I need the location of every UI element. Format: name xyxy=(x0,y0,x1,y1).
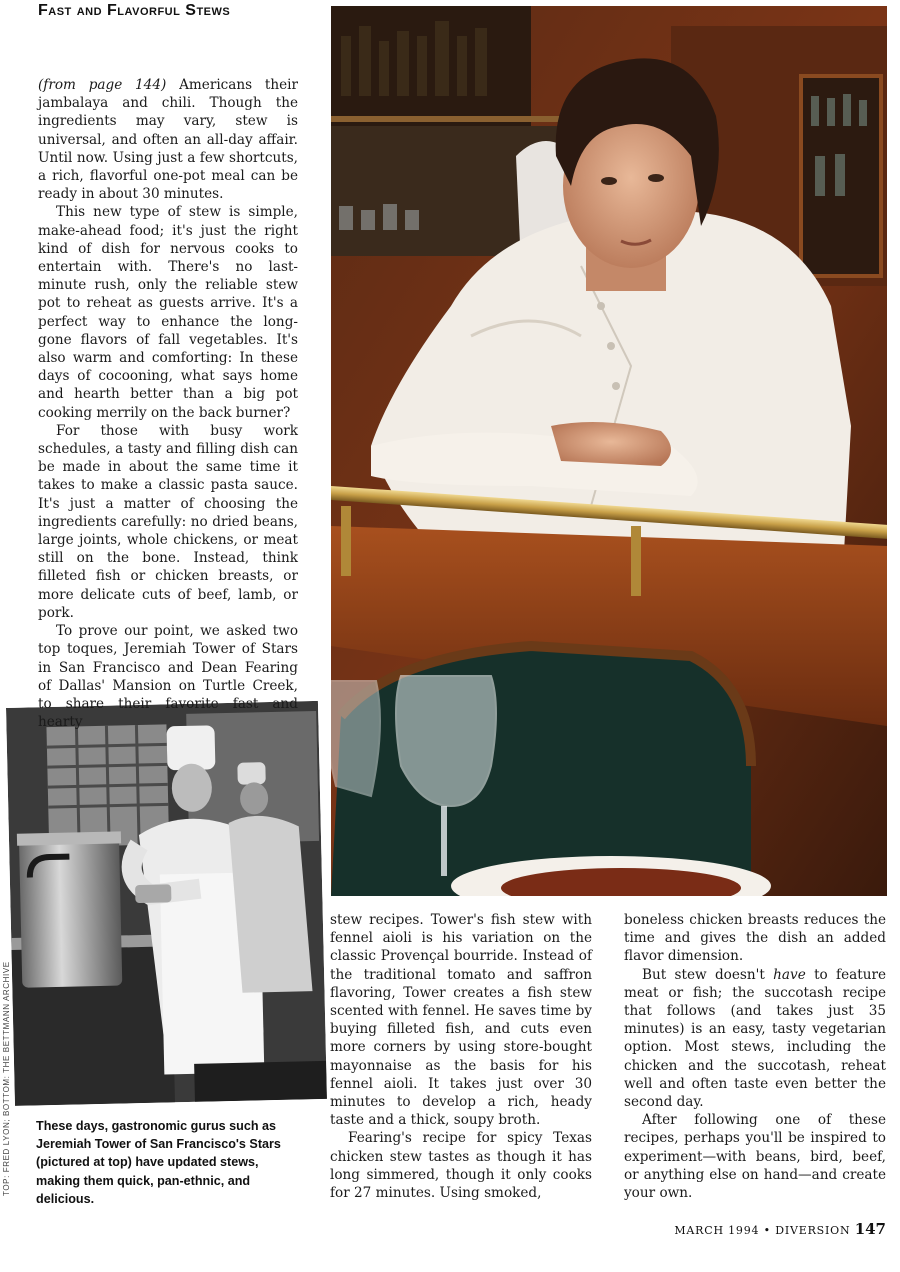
article-column-3 xyxy=(624,911,886,1202)
page-number: 147 xyxy=(854,1220,886,1238)
paragraph-text: to feature meat or fish; the succotash recipe that follows (and takes just 35 minutes) is an easy, tasty vegetarian option. Most stews, including the chicken and the succotash, reheat well and often taste even better the second day. xyxy=(624,966,887,1111)
paragraph: stew recipes. Tower's fish stew with fennel aioli is his variation on the classic Provençal bourride. Instead of the traditional tomato and saffron flavoring, Tower creates a fish stew scented with fennel. He saves time by buying filleted fish, and cuts even more corners by using store-bought mayonnaise as the basis for his fennel aioli. It takes just over 30 minutes to develop a rich, heady taste and a thick, soupy broth. xyxy=(330,912,592,1129)
paragraph: To prove our point, we asked two top toques, Jeremiah Tower of Stars in San Francisco and Dean Fearing of Dallas' Mansion on Turtle Creek, to share their favorite fast and hearty xyxy=(38,623,298,731)
paragraph xyxy=(624,966,886,1112)
page-footer xyxy=(674,1220,886,1238)
photo-credit: TOP: FRED LYON; BOTTOM: THE BETTMANN ARCHIVE xyxy=(2,961,11,1196)
article-column-2 xyxy=(330,911,592,1202)
issue-date: MARCH 1994 xyxy=(674,1224,760,1237)
paragraph: For those with busy work schedules, a tasty and filling dish can be made in about the same time it takes to make a classic pasta sauce. It's just a matter of choosing the ingredients carefully: no dried beans, large joints, whole chickens, or meat still on the bone. Instead, think filleted fish or chicken breasts, or more delicate cuts of beef, lamb, or pork. xyxy=(38,422,298,621)
paragraph: boneless chicken breasts reduces the time and gives the dish an added flavor dimension. xyxy=(624,912,886,965)
section-header: Fast and Flavorful Stews xyxy=(38,2,231,19)
paragraph: After following one of these recipes, perhaps you'll be inspired to experiment—with beans, bird, beef, or anything else on hand—and create your own. xyxy=(624,1112,886,1202)
magazine-name: DIVERSION xyxy=(775,1224,851,1237)
paragraph-text: Americans their jambalaya and chili. Though the ingredients may vary, stew is universal, and often an all-day affair. Until now. Using just a few shortcuts, a rich, flavorful one-pot meal can be ready in about 30 minutes. xyxy=(38,77,298,203)
separator: • xyxy=(763,1224,771,1237)
paragraph: This new type of stew is simple, make-ahead food; it's just the right kind of dish for nervous cooks to entertain with. There's no last-minute rush, only the reliable stew pot to reheat as guests arrive. It's a perfect way to enhance the long-gone flavors of fall vegetables. It's also warm and comforting: In these days of cocooning, what says home and hearth better than a big pot cooking merrily on the back burner? xyxy=(38,204,298,421)
emphasis: have xyxy=(773,966,806,983)
kitchen-chef-photo xyxy=(6,701,327,1106)
paragraph-text: But stew doesn't xyxy=(642,966,774,983)
chef-bar-photo xyxy=(331,6,887,896)
article-column-1 xyxy=(38,76,298,731)
page-reference: (from page 144) xyxy=(38,77,167,93)
paragraph: Fearing's recipe for spicy Texas chicken stew tastes as though it has long simmered, though it only cooks for 27 minutes. Using smoked, xyxy=(330,1130,592,1202)
photo-caption: These days, gastronomic gurus such as Jeremiah Tower of San Francisco's Stars (pictured at top) have updated stews, making them quick, pan-ethnic, and delicious. xyxy=(36,1119,281,1206)
paragraph xyxy=(38,76,298,203)
